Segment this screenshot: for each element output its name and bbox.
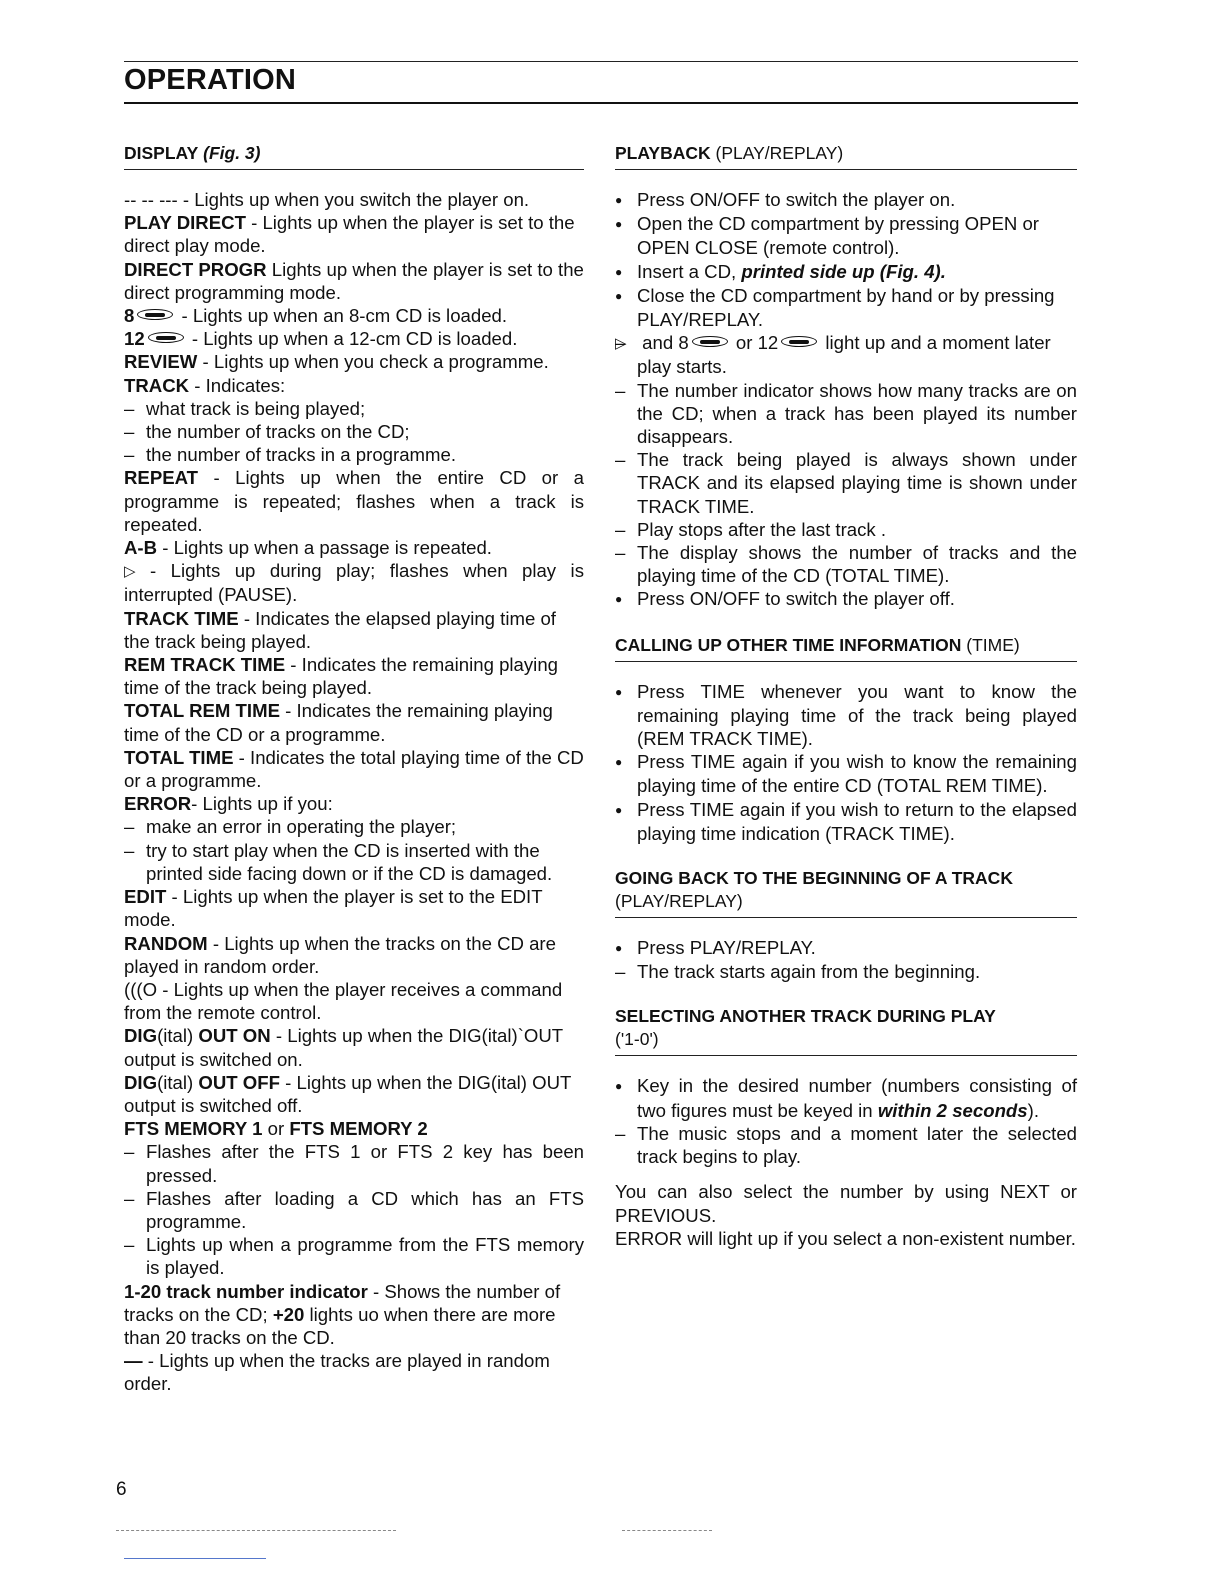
heading-text: PLAYBACK xyxy=(615,143,711,163)
term: DIG xyxy=(124,1025,158,1047)
display-item xyxy=(124,466,584,536)
desc: - Lights up when a passage is repeated. xyxy=(157,537,492,559)
desc: - Shows the number of tracks on the CD; xyxy=(124,1280,561,1325)
term: TOTAL TIME xyxy=(124,746,234,768)
display-item xyxy=(124,978,584,1024)
list-item: – the number of tracks in a programme. xyxy=(124,443,584,466)
list-item: – the number of tracks on the CD; xyxy=(124,420,584,443)
desc: - Indicates the remaining playing time of the CD or a programme. xyxy=(124,700,553,745)
term: REPEAT xyxy=(124,467,199,489)
text: and 8 xyxy=(637,332,689,354)
cd-disc-icon xyxy=(137,309,173,320)
display-item xyxy=(124,304,584,327)
display-item xyxy=(124,559,584,606)
term: 1-20 track number indicator xyxy=(124,1280,368,1302)
desc: - Lights up when the DIG(ital)`OUT output is switched on. xyxy=(124,1025,563,1070)
page-number: 6 xyxy=(116,1479,127,1500)
list-item: – The display shows the number of tracks and the playing time of the CD (TOTAL TIME). xyxy=(615,541,1077,587)
emphasis: printed side up (Fig. 4). xyxy=(741,260,946,282)
term: RANDOM xyxy=(124,932,208,954)
term: TOTAL REM TIME xyxy=(124,700,280,722)
desc: - Indicates the elapsed playing time of the track being played. xyxy=(124,607,556,652)
term: +20 xyxy=(272,1303,305,1325)
term: DIG xyxy=(124,1071,158,1093)
term: A-B xyxy=(124,537,158,559)
display-item xyxy=(124,885,584,931)
desc: Lights up when the player is set to the direct programming mode. xyxy=(124,258,584,303)
desc: - Indicates the total playing time of the CD or a programme. xyxy=(124,746,584,792)
footer-scan-line xyxy=(116,1530,396,1531)
desc: - Lights up when the entire CD or a programme is repeated; flashes when a track is repeated. xyxy=(124,467,584,535)
display-item xyxy=(124,211,584,257)
display-item xyxy=(124,746,584,792)
remote-signal-icon: (((O xyxy=(124,978,158,1000)
desc: - Indicates the remaining playing time of the track being played. xyxy=(124,654,559,699)
cd-disc-icon xyxy=(781,336,817,347)
list-item: – The music stops and a moment later the selected track begins to play. xyxy=(615,1122,1077,1168)
accent-line xyxy=(124,1558,266,1559)
desc: - Lights up if you: xyxy=(191,793,333,815)
display-item xyxy=(124,1117,584,1140)
list-item: ● Press PLAY/REPLAY. xyxy=(615,936,1077,960)
heading-sub: (TIME) xyxy=(961,634,1020,655)
list-item: – The number indicator shows how many tracks are on the CD; when a track has been played its number disappears. xyxy=(615,379,1077,449)
display-item xyxy=(124,653,584,699)
footer-scan-line xyxy=(622,1530,712,1531)
text: Key in the desired number (numbers consisting of two figures must be keyed in xyxy=(637,1075,1077,1121)
going-back-heading xyxy=(615,867,1077,918)
heading-sub: (PLAY/REPLAY) xyxy=(615,891,743,912)
paragraph: ERROR will light up if you select a non-existent number. xyxy=(615,1227,1076,1249)
display-item xyxy=(124,932,584,978)
list-item xyxy=(615,1074,1077,1121)
selecting-heading xyxy=(615,1005,1077,1056)
term: REVIEW xyxy=(124,351,198,373)
desc: - Lights up during play; flashes when play is interrupted (PAUSE). xyxy=(124,560,584,606)
list-item: ● Press TIME again if you wish to return to the elapsed playing time indication (TRACK TIME). xyxy=(615,798,1077,845)
term: ERROR xyxy=(124,793,192,815)
display-heading-ref: (Fig. 3) xyxy=(203,143,261,163)
term: DIRECT PROGR xyxy=(124,258,267,280)
list-item: – The track starts again from the beginning. xyxy=(615,960,1077,983)
cd-disc-icon xyxy=(148,332,184,343)
desc: lights uo when there are more than 20 tracks on the CD. xyxy=(124,1303,556,1348)
desc: or xyxy=(262,1118,290,1140)
desc: - Lights up when the player is set to the EDIT mode. xyxy=(124,886,543,931)
term: FTS MEMORY 1 xyxy=(124,1118,263,1140)
page-title: OPERATION xyxy=(124,64,297,96)
list-item: ● Press ON/OFF to switch the player on. xyxy=(615,188,1077,212)
title-rule xyxy=(124,102,1078,104)
list-item: ● Press TIME again if you wish to know the remaining playing time of the entire CD (TOTAL REM TIME). xyxy=(615,750,1077,797)
calling-heading xyxy=(615,634,1077,662)
desc: - Lights up when the DIG(ital) OUT output is switched off. xyxy=(124,1071,572,1116)
desc: - Indicates: xyxy=(189,374,286,396)
display-heading xyxy=(124,142,584,170)
heading-sub: ('1-0') xyxy=(615,1029,659,1050)
paragraph: You can also select the number by using NEXT or PREVIOUS. xyxy=(615,1181,1077,1226)
term: TRACK xyxy=(124,374,190,396)
display-intro xyxy=(124,188,584,211)
desc: - Lights up when a 12-cm CD is loaded. xyxy=(186,328,518,350)
desc: - Lights up when you check a programme. xyxy=(197,351,549,373)
display-item xyxy=(124,1071,584,1117)
text: or 12 xyxy=(730,332,779,354)
play-icon: ▷ xyxy=(124,563,136,581)
list-item: ● Press ON/OFF to switch the player off. xyxy=(615,587,1077,611)
cd-disc-icon xyxy=(692,336,728,347)
display-heading-text: DISPLAY xyxy=(124,143,199,163)
display-item xyxy=(124,699,584,745)
term: 8 xyxy=(124,305,135,327)
heading-text: SELECTING ANOTHER TRACK DURING PLAY xyxy=(615,1006,996,1027)
term: EDIT xyxy=(124,886,167,908)
list-item: – Flashes after the FTS 1 or FTS 2 key has been pressed. xyxy=(124,1140,584,1186)
right-column xyxy=(615,142,1077,1250)
list-item: – make an error in operating the player; xyxy=(124,815,584,838)
display-item xyxy=(124,258,584,304)
display-item xyxy=(124,327,584,350)
display-item xyxy=(124,374,584,397)
list-item: ● Open the CD compartment by pressing OPEN or OPEN CLOSE (remote control). xyxy=(615,212,1077,259)
display-intro-text: - Lights up when you switch the player on. xyxy=(177,189,530,210)
term: REM TRACK TIME xyxy=(124,654,286,676)
list-item: ● Close the CD compartment by hand or by pressing PLAY/REPLAY. xyxy=(615,284,1077,331)
list-item: – The track being played is always shown under TRACK and its elapsed playing time is shown under TRACK TIME. xyxy=(615,448,1077,518)
desc: - Lights up when the tracks on the CD are played in random order. xyxy=(124,932,556,977)
dash-symbol: — xyxy=(124,1350,143,1372)
list-item: – Flashes after loading a CD which has an FTS programme. xyxy=(124,1187,584,1233)
text: ). xyxy=(1027,1099,1039,1121)
list-item: – Lights up when a programme from the FTS memory is played. xyxy=(124,1233,584,1279)
list-item: – what track is being played; xyxy=(124,397,584,420)
term: OUT ON xyxy=(198,1025,271,1047)
term: FTS MEMORY 2 xyxy=(289,1118,428,1140)
left-column xyxy=(124,142,584,1396)
term-part: (ital) xyxy=(157,1071,199,1093)
list-item: – ▷ and 8 or 12 light up and a moment later play starts. xyxy=(615,331,1077,378)
term-part: (ital) xyxy=(157,1025,199,1047)
emphasis: within 2 seconds xyxy=(877,1099,1028,1121)
text: Insert a CD, xyxy=(637,260,742,282)
display-item xyxy=(124,536,584,559)
desc: - Lights up when the player is set to the direct play mode. xyxy=(124,212,575,257)
top-rule xyxy=(124,61,1078,62)
term: 12 xyxy=(124,328,145,350)
display-item xyxy=(124,1024,584,1070)
desc: - Lights up when the player receives a command from the remote control. xyxy=(124,978,563,1024)
display-item xyxy=(124,1280,584,1350)
playback-heading xyxy=(615,142,1077,170)
desc: - Lights up when the tracks are played in random order. xyxy=(124,1350,550,1395)
term: TRACK TIME xyxy=(124,607,239,629)
desc: - Lights up when an 8-cm CD is loaded. xyxy=(176,305,508,327)
list-item: – try to start play when the CD is inserted with the printed side facing down or if the CD is damaged. xyxy=(124,839,584,885)
heading-text: GOING BACK TO THE BEGINNING OF A TRACK xyxy=(615,868,1013,889)
term: PLAY DIRECT xyxy=(124,212,246,234)
display-item xyxy=(124,607,584,653)
heading-text: CALLING UP OTHER TIME INFORMATION xyxy=(615,634,962,655)
term: OUT OFF xyxy=(198,1071,280,1093)
heading-sub: (PLAY/REPLAY) xyxy=(710,143,844,163)
display-item xyxy=(124,350,584,373)
list-item xyxy=(615,260,1077,284)
list-item: ● Press TIME whenever you want to know the remaining playing time of the track being played (REM TRACK TIME). xyxy=(615,680,1077,751)
text: light up and a moment later play starts. xyxy=(637,332,1051,378)
display-item xyxy=(124,792,584,815)
dashes-symbol: -- -- --- xyxy=(124,189,178,210)
list-item: – Play stops after the last track . xyxy=(615,518,1077,541)
display-item xyxy=(124,1349,584,1395)
